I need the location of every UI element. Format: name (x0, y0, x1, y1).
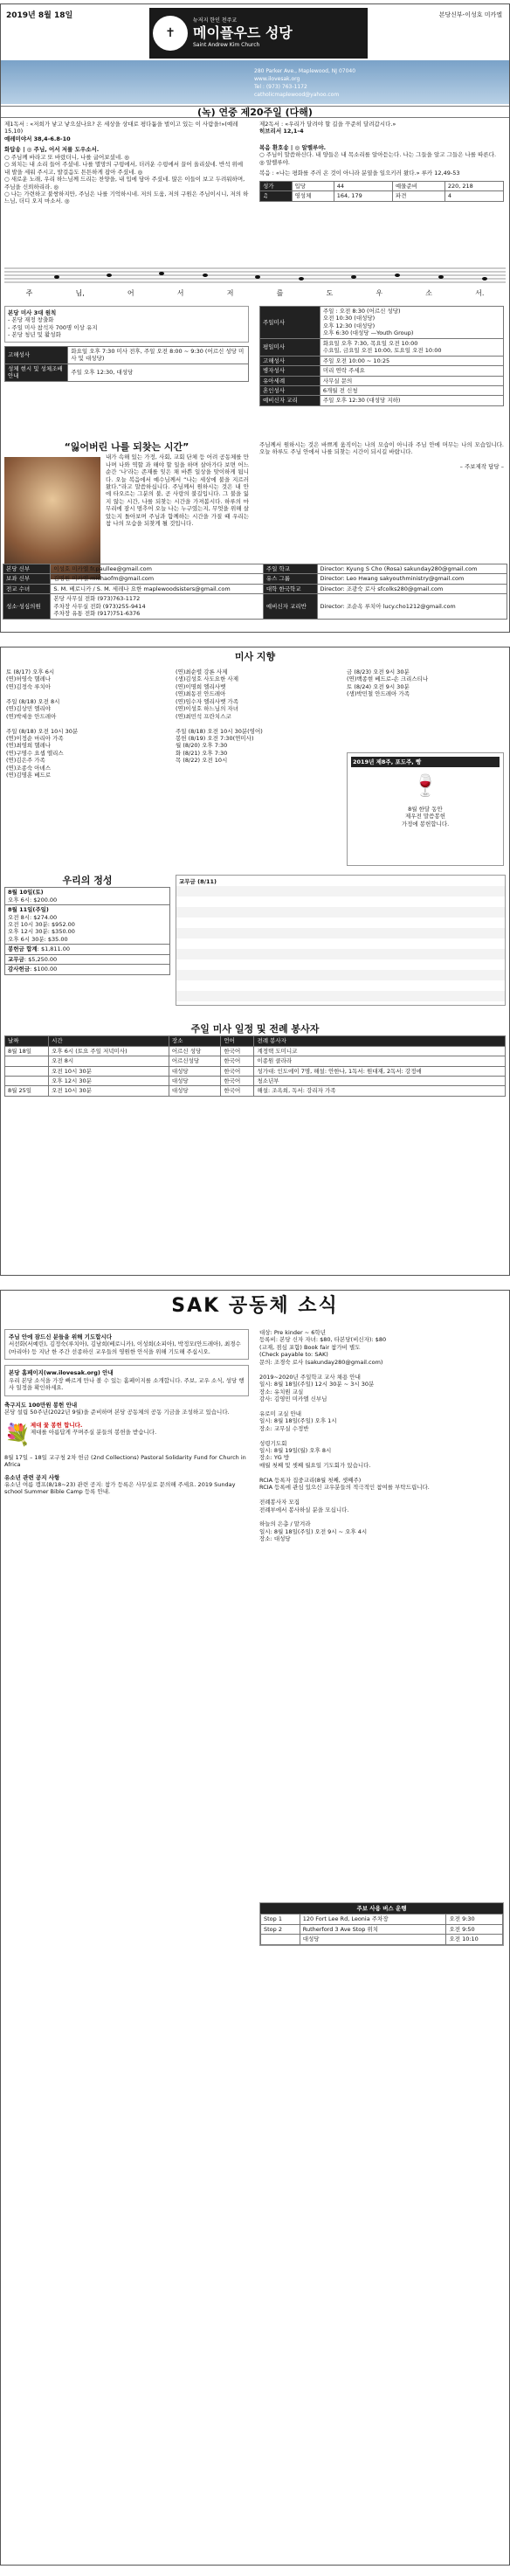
ministers-title: 주일 미사 일정 및 전례 봉사자 (190, 1023, 320, 1035)
pastor-label: 본당신부-이성호 미카엘 (438, 11, 502, 18)
funeral-text: 서선화(서예린), 김정숙(루치아), 김남희(베로니카), 이성희(소피아), 박정모(안드레아), 최경수(마리아) 등 지난 한 주간 선종하신 교우들의 영원한 안식을 위해 기도해 주십시오. (9, 1340, 241, 1355)
cell: 계정택 도미니코 (254, 1046, 506, 1056)
lyric: 주 (25, 289, 33, 298)
parish-principles (4, 306, 249, 343)
lyric: 소 (425, 289, 432, 298)
staff-directory (3, 564, 507, 620)
lyric: 서 (176, 289, 184, 298)
hymn-label: 성가 (260, 181, 293, 190)
cell: 오전 10시 30분 (49, 1066, 169, 1076)
hymn-cell: 파견 (392, 191, 445, 201)
email-link[interactable]: catholicmaplewood@yahoo.com (254, 92, 340, 98)
psalm-verses: ○ 주님께 바라고 또 바랐더니, 나를 굽어보셨네. ◎ ○ 외치는 내 소리 들어 주셨네. 나를 멸망의 구렁에서, 더러운 수렁에서 끌어 올리셨네. 반석 위에 내 발을 세워 주시고, 발걸음도 튼튼하게 잡아 주셨네. ◎ ○ 새로운 노래, 우리 하느님께 드리는 찬양을, 내 입에 담아 주셨네. 많은 이들이 보고 두려워하며, 주님을 신뢰하리라. ◎ ○ 나는 가련하고 불쌍하지만, 주님은 나를 기억하시네. 저의 도움, 저의 구원은 주님이시니, 저의 하느님, 더디 오지 마소서. ◎ (4, 153, 249, 205)
staff-role: 전교 수녀 (3, 584, 51, 593)
gospel-acclamation-verses: ○ 주님이 말씀하신다. 내 양들은 내 목소리를 알아듣는다. 나는 그들을 알고 그들은 나를 따른다. ◎ 알렐루야. (259, 151, 497, 166)
staff-role: 예비신자 교리반 (263, 594, 317, 619)
phone: Tel : (973) 763-1172 (254, 84, 307, 90)
offering-cell: 8월 11일(주일) 오전 8시: $274.00 오전 10시 30분: $952.00 오후 12시 30분: $350.00 오후 6시 30분: $35.00 (5, 905, 170, 945)
bus-stop: Stop 1 (261, 1915, 300, 1924)
address: 280 Parker Ave., Maplewood, NJ 07040 (254, 68, 356, 74)
chalice-icon: 🍷 (412, 773, 438, 799)
schedule-value: 미리 연락 주세요 (320, 366, 503, 376)
youth-title: 유소년 관련 공지 사항 (4, 1473, 60, 1481)
church-name-en: Saint Andrew Kim Church (193, 42, 260, 49)
offering-cell: 봉헌금 합계: $1,811.00 (5, 945, 170, 954)
hymn-cell: 164, 179 (334, 191, 392, 201)
gospel-acclamation: 복음 환호송 | ◎ 알렐루야. (259, 143, 327, 151)
reflection-body: 내가 속해 있는 가정, 사회, 교회 단체 등 어려 공동체를 만나며 나와 역할 과 해야 할 일을 하며 살아가다 보면 어느 순간 ‘나’라는 존재를 잊은 채 바쁜 일상을 맞이하게 됩니다. 오늘 복음에서 예수님께서 “나는 세상에 불을 지르러 왔다.”라고 말씀하십니다. 주님께서 원하시는 것은 내 안에 타오르는 그분의 불, 곧 사랑의 불길입니다. 그 불을 잃지 않는 시간, 나를 되찾는 시간을 가져봅시다. 하루의 마무리에 잠시 멈추어 오늘 나는 누구였는지, 무엇을 위해 살았는지 돌아보며 주님과 함께하는 시간을 가질 때 우리는 참 나의 모습을 되찾게 될 것입니다. (106, 454, 249, 528)
staff-role: 성소·성심의원 (3, 594, 51, 619)
bus-location: Rutherford 3 Ave Stop 위치 (300, 1924, 446, 1934)
reflection-author: – 주보제작 담당 – (459, 462, 504, 470)
cell: 한국어 (221, 1056, 254, 1066)
hymn-table (259, 181, 504, 202)
church-subtitle: 뉴저지 한인 천주교 (193, 17, 238, 24)
liturgy-title: (녹) 연중 제20주일 (다해) (1, 106, 509, 118)
cell: 어르신 성당 (169, 1046, 221, 1056)
principle-item: - 본당 재정 창출화 (8, 316, 54, 324)
schedule-table (259, 306, 504, 406)
sak-title: SAK 공동체 소식 (171, 1295, 339, 1317)
lyric: 서. (475, 289, 485, 298)
hymn-cell: 4 (445, 191, 503, 201)
col-head: 날짜 (5, 1036, 49, 1046)
cell: 오후 6시 (토요 주일 저녁미사) (49, 1046, 169, 1056)
cell: 한국어 (221, 1046, 254, 1056)
bus-title: 주보 사용 버스 운행 (260, 1903, 503, 1914)
cell: 해설: 조옥희, 독서: 강리자 가족 (254, 1086, 506, 1096)
col-head: 전례 봉사자 (254, 1036, 506, 1046)
lyric: 저 (226, 289, 234, 298)
music-lyrics (4, 289, 506, 298)
intentions-title: 미사 지향 (234, 651, 276, 662)
staff-contact: Director: Leo Hwang sakyouthministry@gmail.com (317, 574, 507, 584)
reflection-title: “잃어버린 나를 되찾는 시간” (64, 441, 190, 453)
bus-time: 오전 10:10 (446, 1935, 503, 1944)
schedule-value: 주일 오후 12:30 (대성당 지하) (320, 396, 503, 405)
hymn-cell: 220, 218 (445, 181, 503, 190)
collection-notice: 8월 17일 – 18일 교구청 2차 헌금 (2nd Collections) Pastoral Solidarity Fund for Church in Africa (4, 1453, 246, 1469)
staff-contact: 본당 사무실 전화 (973)763-1172 주차장 사무실 전화 (973)255-9414 주차장 유통 전화 (917)751-6376 (51, 594, 263, 619)
principle-item: - 주일 미사 참석자 700명 이상 유지 (8, 323, 98, 331)
offering-title: 우리의 정성 (62, 875, 113, 886)
cell: 대성당 (169, 1086, 221, 1096)
bus-time: 오전 9:50 (446, 1924, 503, 1934)
bulletin-page-1 (0, 3, 510, 633)
schedule-label: 평일미사 (260, 338, 320, 356)
jubilee-text: 본당 설립 50주년(2022년 9월)을 준비하며 본당 공동체의 공동 기금을 조성하고 있습니다. (4, 1409, 230, 1416)
youth-text: 유소년 여름 캠프(8/18~23) 관련 공지: 참가 등록은 사무실로 문의해 주세요. 2019 Sunday school Summer Bible Camp 등록 안내. (4, 1481, 236, 1496)
schedule-label: 고해성사 (260, 356, 320, 365)
readings-right (259, 121, 504, 202)
intentions-col-3: 금 (8/23) 오전 9시 30분 (연)백종현 베드로-손 크리스티나 토 (8/24) 오전 9시 30분 (생)박민철 안드레아 가족 (347, 668, 429, 698)
schedule-label: 주일미사 (260, 307, 320, 339)
cross-icon: ✝ (153, 16, 188, 51)
website-title: 본당 홈페이지(ww.ilovesak.org) 안내 (9, 1369, 114, 1377)
schedule-value: 화요일 오후 7:30, 목요일 오전 10:00 수요일, 금요일 오전 10:00, 토요일 오전 10:00 (320, 338, 503, 356)
donor-list (176, 875, 506, 1006)
schedule-value: 6개월 전 신청 (320, 385, 503, 395)
church-name: 메이플우드 성당 (193, 24, 293, 41)
cell: 대성당 (169, 1077, 221, 1086)
offering-cell: 8월 10일(토) 오후 6시: $200.00 (5, 888, 170, 905)
hymn-cell: 입당 (292, 181, 334, 190)
cell (5, 1066, 49, 1076)
church-logo (149, 8, 368, 59)
lyric: 를 (276, 289, 284, 298)
cell: 성가대: 인도에이 7명, 해설: 안한나, 1독서: 원대재, 2독서: 강정애 (254, 1066, 506, 1076)
cell: 대성당 (169, 1066, 221, 1076)
staff-contact: 이성호 미카엘 fr.paullee@gmail.com (51, 564, 263, 574)
col-head: 장소 (169, 1036, 221, 1046)
website-block (4, 1365, 249, 1395)
confession-table (4, 346, 249, 382)
gospel-reading: 복음 : «나는 평화를 주러 온 것이 아니라 분열을 일으키러 왔다.» 루카 12,49-53 (259, 170, 460, 177)
intentions-col-2: (연)최순렬 강론 사제 (생)김성호 사도요한 사제 (연)이명희 엘리사벳 (연)최동진 안드레아 (연)임수자 엘리사벳 가족 (연)이성호 하느님의 자녀 (연)최민석 프란치스코 주일 (8/18) 오전 10시 30분(영어) 봉헌 (8/19) 오전 7:30(연미사) 월 (8/20) 오후 7:30 화 (8/21) 오후 7:30 목 (8/22) 오전 10시 (176, 668, 263, 765)
bulletin-page-2 (0, 647, 510, 1276)
staff-contact: Director: 조순옥 루치아 lucy.cho1212@gmail.com (317, 594, 507, 619)
schedule-value: 사무실 문의 (320, 376, 503, 385)
staff-role: 보좌 신부 (3, 574, 51, 584)
principles-title: 본당 미사 3대 원칙 (8, 309, 57, 316)
ministers-block (4, 1023, 506, 1097)
staff-role: 주일 학교 (263, 564, 317, 574)
reflection-block (4, 441, 249, 581)
cell: 오전 8시 (49, 1056, 169, 1066)
sak-left (4, 1329, 249, 1496)
cell (5, 1077, 49, 1086)
notices-left (4, 306, 249, 382)
bulletin-date: 2019년 8월 18일 (6, 11, 73, 20)
cell: 어르신성당 (169, 1056, 221, 1066)
website-link[interactable]: www.ilovesak.org (254, 76, 300, 82)
feast-banner: 8월 한달 동안 제우전 말씀봉헌 가정에 봉헌합니다. (401, 805, 450, 828)
staff-contact: Director: Kyung S Cho (Rosa) sakunday280@gmail.com (317, 564, 507, 574)
bus-table (260, 1914, 503, 1944)
psalm-response: 화답송 | ◎ 주님, 어서 저를 도우소서. (4, 146, 100, 154)
jubilee-block (4, 1402, 249, 1416)
offering-table (4, 887, 170, 974)
first-reading-ref: 예레미야서 38,4-6.8-10 (4, 135, 71, 142)
schedule-label: 유아세례 (260, 376, 320, 385)
readings-left (4, 121, 249, 205)
bus-location: 대성당 (300, 1935, 446, 1944)
hymn-cell: 영성체 (292, 191, 334, 201)
hymn-cell: 예물준비 (392, 181, 445, 190)
bus-stop: Stop 2 (261, 1924, 300, 1934)
donor-title: 교무금 (8/11) (179, 878, 217, 885)
offering-cell: 교무금: $5,250.00 (5, 954, 170, 964)
adoration-label: 성체 현시 및 성체조배 안내 (5, 364, 68, 381)
cell: 오후 12시 30분 (49, 1077, 169, 1086)
cell: 한국어 (221, 1066, 254, 1076)
staff-svg (4, 267, 506, 287)
jubilee-title: 축구지도 100만원 봉헌 안내 (4, 1401, 78, 1409)
flower-block (4, 1422, 249, 1449)
jesus-image (4, 457, 100, 579)
second-reading-ref: 히브리서 12,1-4 (259, 128, 304, 135)
cell: 이종원 클라라 (254, 1056, 506, 1066)
staff-role: 대학 한국학교 (263, 584, 317, 593)
contact-block (254, 67, 355, 99)
funeral-title: 주님 안에 잠드신 분들을 위해 기도합시다 (9, 1333, 113, 1340)
mass-schedule (259, 306, 504, 406)
cell: 오전 10시 30분 (49, 1086, 169, 1096)
flower-text: 제대를 아름답게 꾸며주실 분들의 봉헌을 받습니다. (30, 1428, 157, 1436)
staff-contact: S. M. 베로니카 / S. M. 세레나 요한 maplewoodsisters@gmail.com (51, 584, 263, 593)
ministers-table (4, 1035, 506, 1097)
schedule-label: 예비신자 교리 (260, 396, 320, 405)
cell: 청소년부 (254, 1077, 506, 1086)
confession-text: 화요일 오후 7:30 미사 전후, 주일 오전 8:00 ~ 9:30 (어르신 성당 미사 및 대성당) (68, 346, 249, 364)
schedule-label: 병자성사 (260, 366, 320, 376)
funeral-block (4, 1329, 249, 1360)
bulletin-page-3 (0, 1290, 510, 2566)
schedule-value: 주일 : 오전 8:30 (어르신 성당) 오전 10:30 (대성당) 오후 12:30 (대성당) 오후 6:30 (대성당 —Youth Group) (320, 307, 503, 339)
intentions-col-1: 토 (8/17) 오후 6시 (연)허영숙 헬레나 (연)김정숙 루치아 주일 (8/18) 오전 8시 (연)김상민 엘리야 (연)박세웅 안드레아 주일 (8/18) 오전 10시 30분 (연)이정순 마리아 가족 (연)최영희 헬레나 (연)구명수 요셉 엘리스 (연)김은주 가족 (연)조종숙 아녜스 (연)김명훈 베드로 (6, 668, 79, 779)
website-text: 우리 본당 소식을 가장 빠르게 만나 볼 수 있는 홈페이지를 소개합니다. 주보, 교우 소식, 성당 행사 일정을 확인하세요. (9, 1376, 245, 1392)
offering-block (4, 875, 170, 975)
music-staff (4, 267, 506, 301)
reflection-continued (259, 441, 504, 470)
cell: 8월 25일 (5, 1086, 49, 1096)
music-icon: ♫ (260, 191, 293, 201)
adoration-text: 주일 오후 12:30, 대성당 (68, 364, 249, 381)
cell: 8월 18일 (5, 1046, 49, 1056)
bus-block (259, 1902, 504, 1946)
second-reading: 제2독서 : «우리가 달려야 할 길을 꾸준히 달려갑시다.» (259, 121, 396, 128)
schedule-value: 주일 오전 10:00 ~ 10:25 (320, 356, 503, 365)
reflection-body-2: 주님께서 원하시는 것은 바쁘게 움직이는 나의 모습이 아니라 주님 안에 머무는 나의 모습입니다. 오늘 하루도 주님 안에서 나를 되찾는 시간이 되시길 바랍니다. (259, 441, 504, 456)
lyric: 우 (376, 289, 383, 298)
flower-icon: 💐 (4, 1422, 31, 1447)
lyric: 님, (75, 289, 85, 298)
first-reading: 제1독서 : «저희가 낳고 낳으셨나요? 온 세상을 상대로 평다툼을 벌이고 있는 이 사람을!»(예레 15,10) (4, 121, 238, 135)
hymn-cell: 44 (334, 181, 392, 190)
cell: 한국어 (221, 1086, 254, 1096)
staff-role: 본당 신부 (3, 564, 51, 574)
col-head: 언어 (221, 1036, 254, 1046)
cell (5, 1056, 49, 1066)
bus-location: 120 Fort Lee Rd, Leonia 주차장 (300, 1915, 446, 1924)
principle-item: - 본당 청년 및 활성화 (8, 331, 61, 339)
cell: 한국어 (221, 1077, 254, 1086)
confession-label: 고해성사 (5, 346, 68, 364)
feast-box (347, 752, 504, 866)
bus-stop (261, 1935, 300, 1944)
offering-cell: 감사헌금: $100.00 (5, 965, 170, 974)
staff-contact: 김명원 미카엘 michaofm@gmail.com (51, 574, 263, 584)
staff-contact: Director: 조광숙 로사 sfcolks280@gmail.com (317, 584, 507, 593)
bus-time: 오전 9:30 (446, 1915, 503, 1924)
sak-right: 대상: Pre kinder ~ 6학년 등록비: 본당 신자 자녀: $80, 타본당(비신자): $80 (교재, 점심 포함) Book fair 참가비 별도 (Check payable to: SAK) 문의: 조경숙 로사 (sakunday280@gmail.com) 2019~2020년 주일학교 교사 채용 안내 일시: 8월 18일(주일) 12시 30분 ~ 3시 30분 장소: 유치원 교실 감사: 김영민 미카엘 신부님 유로미 교실 안내 일시: 8월 18일(주일) 오후 1시 장소: 교무실 수정반 성령기도회 일시: 8월 19일(월) 오후 8시 장소: YG 방 매월 첫째 및 셋째 월요일 기도회가 있습니다. RCIA 등록자 집중교리(8월 첫째, 셋째주) RCIA 등록에 관심 있으신 교우분들의 적극적인 참여를 부탁드립니다. 전례봉사자 모집 전례부에서 봉사하실 분을 모십니다. 하늘의 은총 / 맡겨라 일시: 8월 18일(주일) 오전 9시 ~ 오후 4시 장소: 대성당 (259, 1329, 430, 1543)
lyric: 어 (127, 289, 134, 298)
staff-role: 유스 그룹 (263, 574, 317, 584)
schedule-label: 혼인성사 (260, 385, 320, 395)
col-head: 시간 (49, 1036, 169, 1046)
flower-title: 제대 꽃 봉헌 합니다. (30, 1421, 83, 1429)
feast-title: 2019년 제8주, 포도주, 빵 (351, 757, 500, 767)
lyric: 도 (326, 289, 334, 298)
